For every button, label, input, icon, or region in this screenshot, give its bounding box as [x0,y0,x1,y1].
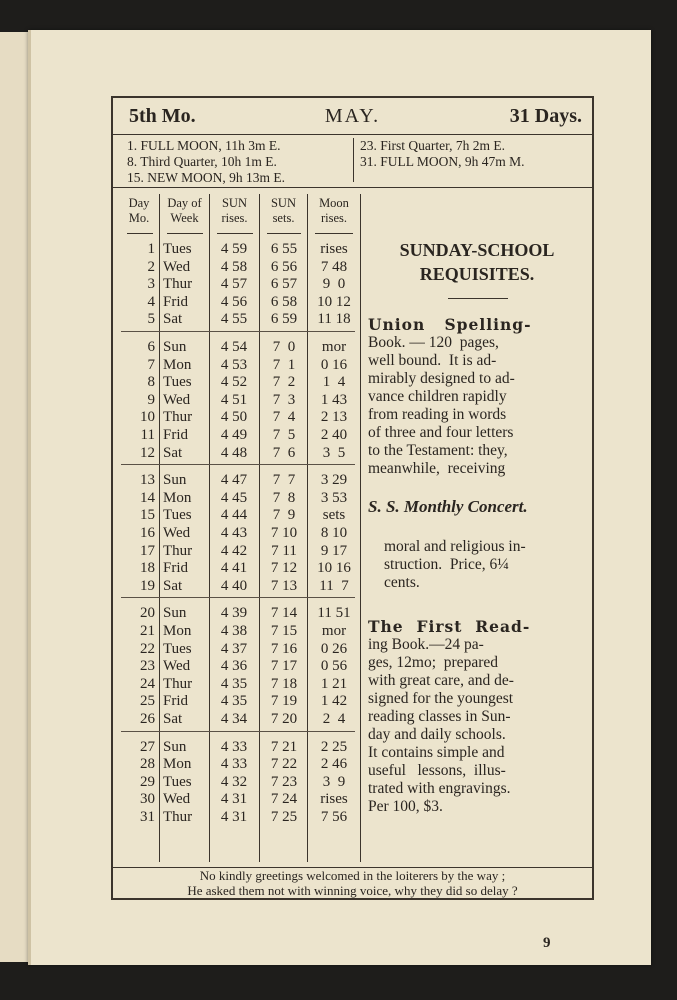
weekday-cell: Thur [163,409,193,426]
weekday-cell: Mon [163,356,192,373]
sunset-cell: 6 57 [270,276,298,293]
sunset-cell: 7 7 [272,472,296,489]
table-row [113,293,361,311]
sunrise-cell: 4 39 [220,605,248,622]
ad-rule [448,298,508,299]
day-cell: 22 [140,640,155,657]
sunrise-cell: 4 48 [220,444,248,461]
sunset-cell: 7 24 [270,791,298,808]
moon-cell: rises [320,241,348,257]
ad-title-line-1: SUNDAY-SCHOOL [399,240,555,260]
ad-line: vance children rapidly [368,388,507,405]
sunrise-cell: 4 53 [220,356,248,373]
table-row [113,738,361,756]
table-row [113,755,361,773]
moon-cell: 1 42 [320,693,348,710]
moon-cell: 2 25 [320,738,348,755]
sunset-cell: 7 2 [272,374,296,391]
moon-cell: mor [321,339,347,355]
day-cell: 25 [140,693,155,710]
sunset-cell: 7 1 [272,356,296,373]
table-row [113,506,361,524]
week-separator [121,331,355,332]
monthly-concert-heading: S. S. Monthly Concert. [368,497,528,516]
sunrise-cell: 4 33 [220,756,248,773]
month-label: 5th Mo. [129,105,196,127]
weekday-cell: Thur [163,675,193,692]
ad-line: Book. — 120 pages, [368,334,499,351]
weekday-cell: Wed [163,391,191,408]
moon-cell: 2 40 [320,427,348,443]
sunset-cell: 7 25 [270,809,298,825]
sunset-cell: 7 0 [272,339,296,355]
weekday-cell: Sun [163,339,187,355]
moon-cell: 10 12 [317,293,351,310]
sunrise-cell: 4 54 [220,339,248,355]
day-cell: 24 [140,675,155,692]
moon-cell: 0 16 [320,356,348,373]
table-row [113,444,361,462]
sunrise-cell: 4 55 [220,311,248,328]
sunset-cell: 7 5 [272,427,296,443]
sunrise-cell: 4 41 [220,560,248,577]
header-sunrise-line: rises. [221,211,248,225]
day-cell: 23 [140,658,155,675]
ad-title-line-2: REQUISITES. [419,264,535,284]
day-cell: 20 [140,605,155,622]
moon-cell: 2 4 [322,711,346,727]
sunrise-cell: 4 56 [220,293,248,310]
ad-line: It contains simple and [368,744,505,761]
ad-line: reading classes in Sun- [368,708,511,725]
header-underline [127,233,153,234]
weekday-cell: Sun [163,472,187,489]
day-cell: 29 [140,773,155,790]
header-sunrise-line: SUN [221,196,247,210]
table-row [113,524,361,542]
day-cell: 1 [147,241,155,257]
day-cell: 9 [147,391,155,408]
moon-cell: rises [320,791,348,808]
moon-cell: 7 56 [320,809,348,825]
header-sunset-line: sets. [272,211,295,225]
table-row [113,675,361,693]
sunset-cell: 7 19 [270,693,298,710]
day-cell: 13 [140,472,155,489]
moon-cell: 2 46 [320,756,348,773]
weekday-cell: Tues [163,374,192,391]
moon-cell: 1 21 [320,675,348,692]
sunset-cell: 7 4 [272,409,296,426]
days-count: 31 Days. [509,105,582,127]
table-row [113,489,361,507]
weekday-cell: Wed [163,658,191,675]
day-cell: 3 [147,276,155,293]
ad-line: mirably designed to ad- [368,370,515,387]
sunset-cell: 7 3 [272,391,296,408]
day-cell: 19 [140,577,155,594]
ad-line: ges, 12mo; prepared [368,654,498,671]
moon-cell: 1 43 [320,391,348,408]
moon-cell: 2 13 [320,409,348,426]
sunrise-cell: 4 47 [220,472,248,489]
sunrise-cell: 4 38 [220,623,248,639]
page-number: 9 [543,935,551,951]
weekday-cell: Sat [163,577,183,594]
header-weekday-line: Week [170,211,199,225]
moon-cell: 1 4 [322,374,346,391]
moon-cell: 11 18 [317,311,351,328]
moon-cell: 0 56 [320,658,348,675]
sunrise-cell: 4 34 [220,711,248,727]
sunrise-cell: 4 59 [220,241,248,257]
weekday-cell: Frid [163,693,189,710]
header-sunset-line: SUN [270,196,296,210]
table-row [113,710,361,728]
sunset-cell: 7 15 [270,623,298,639]
sunrise-cell: 4 51 [220,391,248,408]
ad-line: cents. [384,574,420,591]
weekday-cell: Sun [163,738,187,755]
weekday-cell: Thur [163,542,193,559]
day-cell: 6 [147,339,155,355]
header-underline [167,233,203,234]
header-underline [267,233,301,234]
phase-line: 8. Third Quarter, 10h 1m E. [127,154,277,169]
phase-line: 23. First Quarter, 7h 2m E. [360,138,505,153]
ad-line: day and daily schools. [368,726,506,743]
table-row [113,471,361,489]
weekday-cell: Wed [163,525,191,541]
sunrise-cell: 4 37 [220,640,248,657]
day-cell: 11 [140,427,155,443]
sunset-cell: 7 9 [272,507,296,524]
ad-line: The First Read- [368,617,531,636]
ad-line: well bound. It is ad- [368,352,497,369]
table-row [113,808,361,826]
day-cell: 10 [140,409,155,426]
sunset-cell: 6 58 [270,293,298,310]
header-moon-line: rises. [320,211,348,225]
moon-cell: 3 9 [322,773,346,790]
table-row [113,258,361,276]
table-row [113,275,361,293]
day-cell: 12 [140,444,155,461]
day-cell: 26 [140,711,155,727]
header-day [119,196,159,226]
sunset-cell: 7 12 [270,560,298,577]
sunrise-cell: 4 58 [220,258,248,275]
header-moon-line: Moon [319,196,349,210]
moon-cell: 9 0 [322,276,346,293]
moon-cell: mor [321,623,347,639]
weekday-cell: Mon [163,623,192,639]
phase-line: 31. FULL MOON, 9h 47m M. [360,154,525,169]
ad-line: to the Testament: they, [368,442,508,459]
moon-phases-right [353,138,586,182]
moon-cell: 11 7 [319,577,349,594]
ad-line: from reading in words [368,406,507,423]
moon-cell: 0 26 [320,640,348,657]
table-row [113,542,361,560]
day-cell: 21 [140,623,155,639]
weekday-cell: Wed [163,791,191,808]
sunrise-cell: 4 31 [220,809,248,825]
header-sunset [260,196,307,226]
phase-line: 15. NEW MOON, 9h 13m E. [127,170,285,185]
weekday-cell: Tues [163,507,192,524]
sunrise-cell: 4 35 [220,693,248,710]
moon-cell: 3 29 [320,472,348,489]
moon-cell: 8 10 [320,525,348,541]
table-row [113,426,361,444]
ad-line: struction. Price, 6¼ [384,556,509,573]
ad-line: signed for the youngest [368,690,514,707]
moon-phases-left [127,138,353,186]
sunset-cell: 7 22 [270,756,298,773]
day-cell: 28 [140,756,155,773]
moon-cell: 11 51 [317,605,351,622]
moon-cell: 9 17 [320,542,348,559]
sunrise-cell: 4 42 [220,542,248,559]
ad-line: ing Book.—24 pa- [368,636,484,653]
ad-line: useful lessons, illus- [368,762,506,779]
ad-line: moral and religious in- [384,538,526,555]
day-cell: 2 [147,258,155,275]
month-header [113,98,592,135]
sunset-cell: 7 14 [270,605,298,622]
ad-line: Union Spelling- [368,315,532,334]
table-row [113,338,361,356]
header-sunrise [210,196,259,226]
weekday-cell: Thur [163,276,193,293]
sunrise-cell: 4 40 [220,577,248,594]
sunrise-cell: 4 36 [220,658,248,675]
weekday-cell: Tues [163,773,192,790]
weekday-cell: Sun [163,605,187,622]
header-weekday-line: Day of [167,196,202,210]
sunset-cell: 7 20 [270,711,298,727]
day-cell: 5 [147,311,155,328]
phase-line: 1. FULL MOON, 11h 3m E. [127,138,281,153]
weekday-cell: Frid [163,427,189,443]
sunrise-cell: 4 57 [220,276,248,293]
day-cell: 17 [140,542,155,559]
day-cell: 14 [140,489,155,506]
almanac-table [113,188,361,868]
week-separator [121,464,355,465]
sunset-cell: 7 13 [270,577,298,594]
day-cell: 16 [140,525,155,541]
table-row [113,373,361,391]
calendar-frame [111,96,594,900]
month-name: MAY. [324,105,381,127]
table-row [113,310,361,328]
moon-cell: 3 5 [322,444,346,461]
moon-cell: 10 16 [317,560,351,577]
table-row [113,657,361,675]
table-row [113,604,361,622]
table-row [113,622,361,640]
sunrise-cell: 4 32 [220,773,248,790]
ad-line: meanwhile, receiving [368,460,506,477]
sunset-cell: 7 10 [270,525,298,541]
sunset-cell: 7 8 [272,489,296,506]
union-spelling-book-text [368,316,582,478]
verse-line-1: No kindly greetings welcomed in the loiterers by the way ; [199,868,506,883]
day-cell: 8 [147,374,155,391]
ad-line: with great care, and de- [368,672,514,689]
ad-line: Per 100, $3. [368,798,443,815]
page [28,30,651,965]
table-row [113,773,361,791]
moon-cell: sets [322,507,346,524]
sunset-cell: 7 6 [272,444,296,461]
header-day-line: Day [128,196,150,210]
weekday-cell: Mon [163,489,192,506]
sunset-cell: 7 16 [270,640,298,657]
sunrise-cell: 4 50 [220,409,248,426]
sunrise-cell: 4 43 [220,525,248,541]
day-cell: 30 [140,791,155,808]
ad-line: trated with engravings. [368,780,511,797]
sunrise-cell: 4 31 [220,791,248,808]
sunrise-cell: 4 49 [220,427,248,443]
moon-cell: 7 48 [320,258,348,275]
weekday-cell: Frid [163,560,189,577]
sunrise-cell: 4 44 [220,507,248,524]
day-cell: 27 [140,738,155,755]
sunset-cell: 7 18 [270,675,298,692]
sunset-cell: 7 11 [271,542,297,559]
weekday-cell: Wed [163,258,191,275]
moral-instruction-text [384,538,582,592]
table-row [113,240,361,258]
verse-line-2: He asked them not with winning voice, why they did so delay ? [187,883,518,898]
weekday-cell: Tues [163,241,192,257]
sunset-cell: 6 55 [270,241,298,257]
week-separator [121,731,355,732]
day-cell: 31 [140,809,155,825]
week-separator [121,597,355,598]
sunset-cell: 7 17 [270,658,298,675]
weekday-cell: Sat [163,711,183,727]
day-cell: 15 [140,507,155,524]
sunrise-cell: 4 33 [220,738,248,755]
table-row [113,790,361,808]
table-row [113,408,361,426]
sunrise-cell: 4 45 [220,489,248,506]
header-underline [217,233,253,234]
day-cell: 7 [147,356,155,373]
header-weekday [160,196,209,226]
weekday-cell: Frid [163,293,189,310]
weekday-cell: Thur [163,809,193,825]
sunset-cell: 6 59 [270,311,298,328]
weekday-cell: Sat [163,444,183,461]
sunset-cell: 6 56 [270,258,298,275]
day-cell: 4 [147,293,155,310]
table-row [113,640,361,658]
sunset-cell: 7 23 [270,773,298,790]
sunset-cell: 7 21 [270,738,298,755]
first-reading-book-text [368,618,582,816]
header-moon [308,196,360,226]
verse-footer [113,867,592,898]
table-row [113,577,361,595]
weekday-cell: Mon [163,756,192,773]
sunrise-cell: 4 35 [220,675,248,692]
weekday-cell: Tues [163,640,192,657]
moon-cell: 3 53 [320,489,348,506]
table-row [113,559,361,577]
sunrise-cell: 4 52 [220,374,248,391]
table-row [113,391,361,409]
table-row [113,356,361,374]
day-cell: 18 [140,560,155,577]
header-day-line: Mo. [128,211,150,225]
ad-line: of three and four letters [368,424,514,441]
moon-phases [113,135,592,188]
advertisement [362,188,592,868]
weekday-cell: Sat [163,311,183,328]
header-underline [315,233,353,234]
table-row [113,692,361,710]
